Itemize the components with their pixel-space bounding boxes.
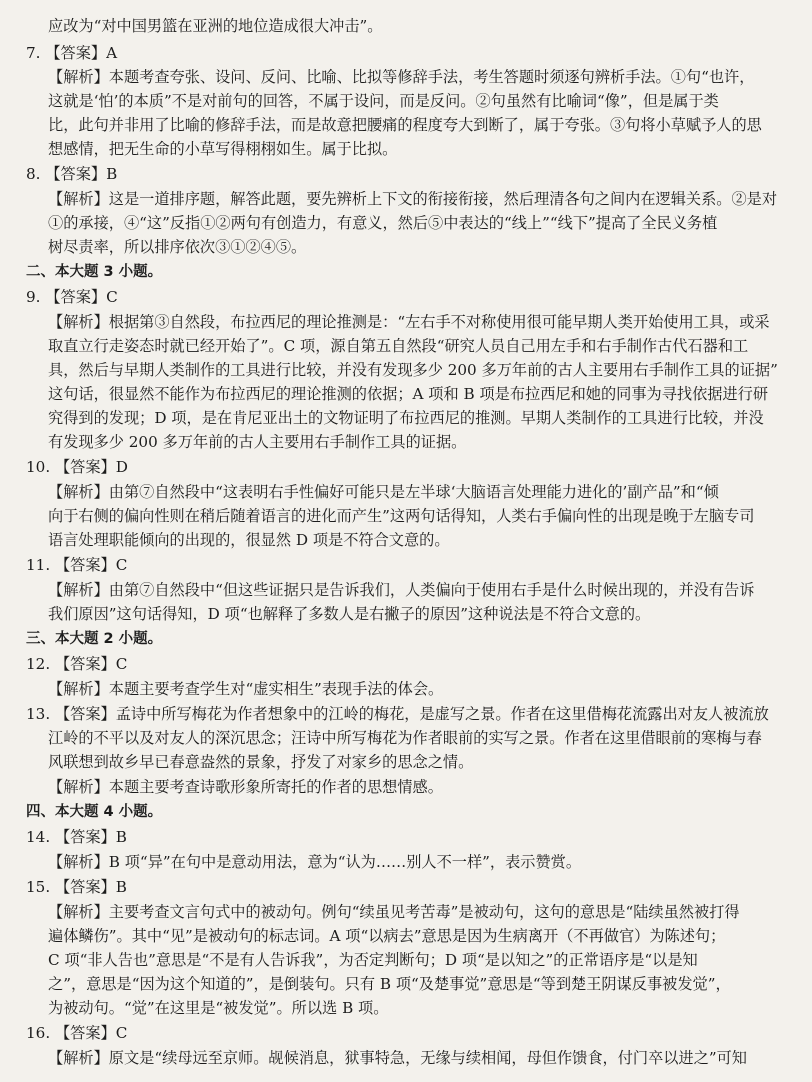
text-line: ①的承接，④“这”反指①②两句有创造力，有意义，然后⑤中表达的“线上”“线下”提高了全民义务植 [48,214,718,232]
section-heading: 三、本大题 2 小题。 [26,631,163,647]
text-line: 7. 【答案】A [26,44,118,62]
text-line: 为被动句。“觉”在这里是“被发觉”。所以选 B 项。 [48,999,389,1017]
text-line: 这就是‘怕’的本质”不是对前句的回答，不属于设问，而是反问。②句虽然有比喻词“像”，但是属于类 [48,92,719,110]
text-line: 【解析】这是一道排序题，解答此题，要先辨析上下文的衔接衔接，然后理清各句之间内在逻辑关系。②是对 [48,190,777,208]
text-line: 12. 【答案】C [26,655,128,673]
text-line: 15. 【答案】B [26,878,127,896]
text-line: C 项“非人告也”意思是“不是有人告诉我”，为否定判断句；D 项“是以知之”的正常语序是“以是知 [48,951,698,969]
text-line: 语言处理职能倾向的出现的，很显然 D 项是不符合文意的。 [48,531,450,549]
text-line: 【解析】根据第③自然段，布拉西尼的理论推测是：“左右手不对称使用很可能早期人类开始使用工具，或采 [48,313,770,331]
text-line: 【解析】原文是“续母远至京师。觇候消息，狱事特急，无缘与续相闻，母但作馈食，付门卒以进之”可知 [48,1049,747,1067]
text-line: 向于右侧的偏向性则在稍后随着语言的进化而产生”这两句话得知，人类右手偏向性的出现是晚于左脑专司 [48,507,755,525]
text-line: 11. 【答案】C [26,556,128,574]
text-line: 8. 【答案】B [26,165,118,183]
text-line: 16. 【答案】C [26,1024,128,1042]
text-line: 应改为“对中国男篮在亚洲的地位造成很大冲击”。 [48,17,383,35]
text-line: 想感情，把无生命的小草写得栩栩如生。属于比拟。 [48,140,398,158]
text-line: 比，此句并非用了比喻的修辞手法，而是故意把腰痛的程度夸大到断了，属于夸张。③句将小草赋予人的思 [48,116,762,134]
text-line: 【解析】由第⑦自然段中“这表明右手性偏好可能只是左半球‘大脑语言处理能力进化的’副产品”和“倾 [48,483,719,501]
section-heading: 四、本大题 4 小题。 [26,804,163,820]
text-line: 这句话，很显然不能作为布拉西尼的理论推测的依据；A 项和 B 项是布拉西尼和她的同事为寻找依据进行研 [48,385,769,403]
text-line: 【解析】本题主要考查诗歌形象所寄托的作者的思想情感。 [48,778,443,796]
text-line: 江岭的不平以及对友人的深沉思念；汪诗中所写梅花为作者眼前的实写之景。作者在这里借眼前的寒梅与春 [48,729,762,747]
section-heading: 二、本大题 3 小题。 [26,264,163,280]
text-line: 10. 【答案】D [26,458,128,476]
text-line: 【解析】B 项“异”在句中是意动用法，意为“认为……别人不一样”，表示赞赏。 [48,853,582,871]
text-line: 有发现多少 200 多万年前的古人主要用右手制作工具的证据。 [48,433,467,451]
text-line: 具，然后与早期人类制作的工具进行比较，并没有发现多少 200 多万年前的古人主要用右手制作工具的证据” [48,361,778,379]
text-line: 遍体鳞伤”。其中“见”是被动句的标志词。A 项“以病去”意思是因为生病离开（不再做官）为陈述句； [48,927,726,945]
text-line: 我们原因”这句话得知，D 项“也解释了多数人是右撇子的原因”这种说法是不符合文意的。 [48,605,651,623]
text-line: 9. 【答案】C [26,288,118,306]
text-line: 树尽责率，所以排序依次③①②④⑤。 [48,238,307,256]
text-line: 【解析】主要考查文言句式中的被动句。例句“续虽见考苦毒”是被动句，这句的意思是“陆续虽然被打得 [48,903,740,921]
text-line: 【解析】本题主要考查学生对“虚实相生”表现手法的体会。 [48,680,444,698]
text-line: 之”，意思是“因为这个知道的”，是倒装句。只有 B 项“及楚事觉”意思是“等到楚王阴谋反事被发觉”， [48,975,731,993]
text-line: 【解析】本题考查夸张、设问、反问、比喻、比拟等修辞手法，考生答题时须逐句辨析手法。①句“也许， [48,68,755,86]
text-line: 【解析】由第⑦自然段中“但这些证据只是告诉我们，人类偏向于使用右手是什么时候出现的，并没有告诉 [48,581,755,599]
text-line: 14. 【答案】B [26,828,127,846]
text-line: 风联想到故乡早已春意盎然的景象，抒发了对家乡的思念之情。 [48,753,474,771]
text-line: 究得到的发现；D 项，是在肯尼亚出土的文物证明了布拉西尼的推测。早期人类制作的工具进行比较，并没 [48,409,764,427]
text-line: 13. 【答案】孟诗中所写梅花为作者想象中的江岭的梅花，是虚写之景。作者在这里借梅花流露出对友人被流放 [26,705,769,723]
text-line: 取直立行走姿态时就已经开始了”。C 项，源自第五自然段“研究人员自己用左手和右手制作古代石器和工 [48,337,749,355]
